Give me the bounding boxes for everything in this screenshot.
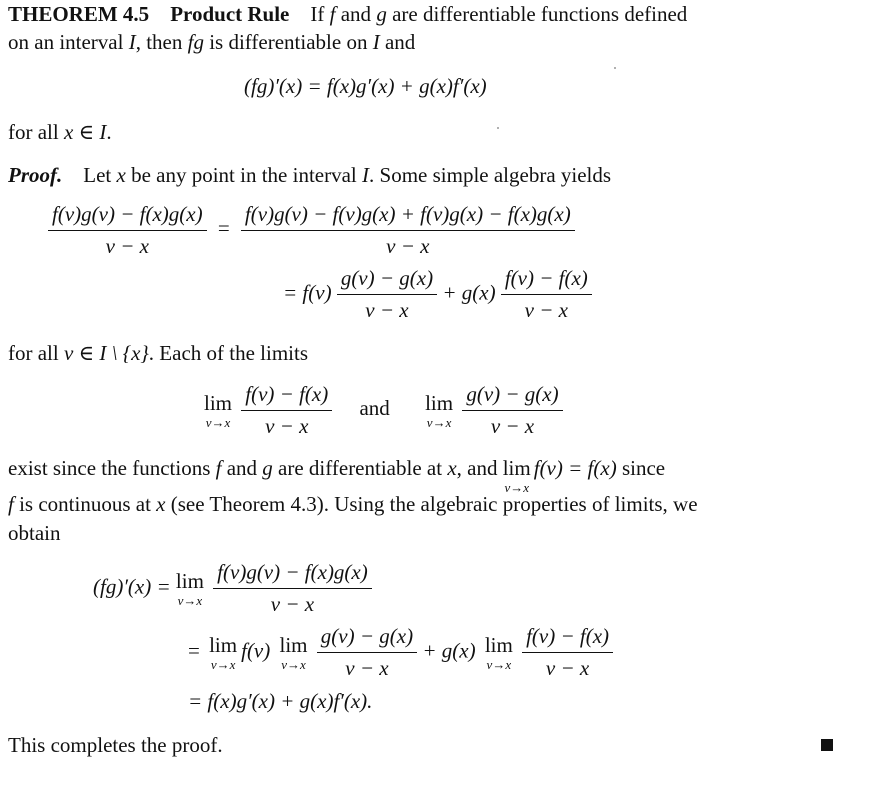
limit-equation-3: = f(x)g′(x) + g(x)f′(x). (188, 689, 373, 713)
proof-label: Proof. (8, 163, 63, 187)
limits-display: lim v→x $\frac{f(v) - f(x)}{v - x}$ and lim v→x $\frac{g(v) - g(x)}{v - x}$ (200, 382, 563, 439)
algebra-equation-1: $\frac{f(v)g(v) - f(x)g(x)}{v - x}$ = $\frac{f(v)g(v) - f(v)g(x) + f(v)g(x) - f(x)g(x)}{v - x}$ (48, 202, 575, 259)
theorem-line-1: THEOREM 4.5 Product Rule If f and g are differentiable functions defined (8, 2, 688, 26)
fraction: $\frac{g(v) - g(x)}{v - x}$ (462, 382, 562, 439)
fraction: $\frac{g(v) - g(x)}{v - x}$ (337, 266, 437, 323)
fraction: $\frac{f(v)g(v) - f(x)g(x)}{v - x}$ (213, 560, 372, 617)
theorem-line-2: on an interval I, then fg is differentiable on I and (8, 30, 416, 54)
limit-intro: for all v ∈ I \ {x}. Each of the limits (8, 341, 309, 365)
limit-operator: lim v→x (484, 632, 513, 672)
theorem-label: THEOREM 4.5 (8, 2, 150, 26)
proof-intro: Proof. Let x be any point in the interval I. Some simple algebra yields (8, 163, 612, 187)
continuity-sentence: f is continuous at x (see Theorem 4.3). Using the algebraic properties of limits, we (8, 492, 698, 516)
qed-square-icon (821, 739, 833, 751)
fraction: $\frac{f(v)g(v) - f(x)g(x)}{v - x}$ (48, 202, 207, 259)
limit-operator: lim v→x (502, 456, 531, 495)
scan-speck (614, 67, 616, 69)
algebra-equation-2: = f(v) $\frac{g(v) - g(x)}{v - x}$ + g(x) $\frac{f(v) - f(x)}{v - x}$ (283, 266, 592, 323)
fraction: $\frac{f(v)g(v) - f(v)g(x) + f(v)g(x) - f(x)g(x)}{v - x}$ (241, 202, 575, 259)
fraction: $\frac{f(v) - f(x)}{v - x}$ (522, 624, 613, 681)
fraction: $\frac{g(v) - g(x)}{v - x}$ (317, 624, 417, 681)
product-rule-equation: (fg)′(x) = f(x)g′(x) + g(x)f′(x) (244, 74, 487, 98)
limit-operator: lim v→x (425, 390, 454, 430)
theorem-condition: for all x ∈ I. (8, 120, 112, 144)
limit-operator: lim v→x (279, 632, 308, 672)
scan-speck (497, 127, 499, 129)
limit-equation-2: = lim v→x f(v) lim v→x $\frac{g(v) - g(x)}{v - x}$ + g(x) lim v→x $\frac{f(v) - f(x)}{v - x}$ (188, 624, 613, 681)
limit-operator: lim v→x (204, 390, 233, 430)
fraction: $\frac{f(v) - f(x)}{v - x}$ (501, 266, 592, 323)
limit-operator: lim v→x (209, 632, 238, 672)
theorem-name: Product Rule (170, 2, 290, 26)
limit-equation-1: (fg)′(x) = lim v→x $\frac{f(v)g(v) - f(x)g(x)}{v - x}$ (93, 560, 372, 617)
limit-operator: lim v→x (175, 568, 204, 608)
fraction: $\frac{f(v) - f(x)}{v - x}$ (241, 382, 332, 439)
exist-sentence: exist since the functions f and g are differentiable at x, and lim v→x f(v) = f(x) since (8, 456, 666, 495)
proof-closing: This completes the proof. (8, 733, 223, 757)
obtain-text: obtain (8, 521, 61, 545)
